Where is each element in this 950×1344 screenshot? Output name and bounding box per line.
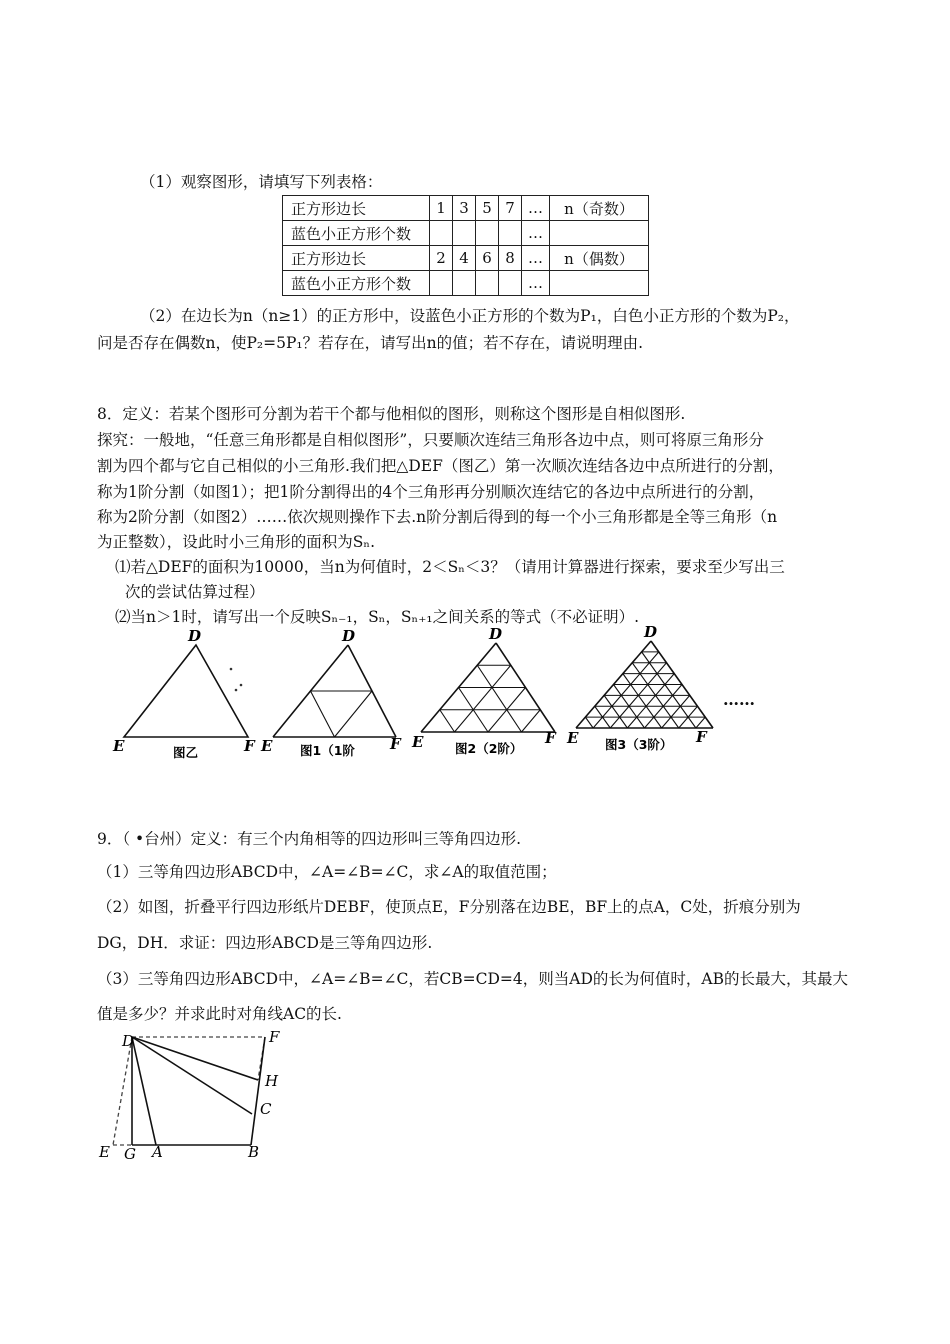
answer-cell[interactable] xyxy=(453,271,476,296)
edge-dc xyxy=(132,1037,252,1114)
subdivision-line xyxy=(311,691,335,737)
table-cell: 2 xyxy=(430,246,453,271)
figure-caption: 图2（2阶） xyxy=(455,741,523,756)
subdivision-line xyxy=(440,710,455,732)
figure-order-3 xyxy=(565,625,725,765)
vertex-f-label: F xyxy=(545,729,556,747)
table-cell: 5 xyxy=(476,196,499,221)
point-b-label: B xyxy=(248,1143,260,1161)
point-e-label: E xyxy=(99,1143,110,1161)
table-cell: 3 xyxy=(453,196,476,221)
vertex-d-label: D xyxy=(342,627,356,645)
table-cell: … xyxy=(522,221,550,246)
answer-cell[interactable] xyxy=(430,271,453,296)
table-cell: 4 xyxy=(453,246,476,271)
point-h-label: H xyxy=(265,1072,279,1090)
table-cell: 8 xyxy=(499,246,522,271)
table-cell: 蓝色小正方形个数 xyxy=(283,271,430,296)
subdivision-line xyxy=(477,665,521,732)
point-d-label: D xyxy=(122,1032,135,1050)
triangle-def xyxy=(124,645,248,737)
table-cell: 7 xyxy=(499,196,522,221)
edge-de xyxy=(113,1037,132,1145)
q8-text-line: 称为2阶分割（如图2）……依次规则操作下去.n阶分割后得到的每一个小三角形都是全等三角形（n xyxy=(97,508,778,526)
table-row xyxy=(283,246,649,271)
table-cell: n（奇数） xyxy=(550,196,649,221)
q8-sub1-line2: 次的尝试估算过程） xyxy=(125,583,265,601)
figure-folded-parallelogram xyxy=(95,1030,305,1165)
q8-sub1-line1: ⑴若△DEF的面积为10000，当n为何值时，2＜Sₙ＜3？（请用计算器进行探索，要求至少写出三 xyxy=(115,558,785,576)
q9-part1: （1）三等角四边形ABCD中，∠A=∠B=∠C，求∠A的取值范围； xyxy=(97,863,557,881)
figure-caption: 图3（3阶） xyxy=(605,737,673,752)
answer-cell[interactable] xyxy=(499,221,522,246)
speck-dot xyxy=(240,684,243,687)
q7-part2-line2: 问是否存在偶数n，使P₂=5P₁？若存在，请写出n的值；若不存在，请说明理由. xyxy=(97,334,644,352)
table-cell: 1 xyxy=(430,196,453,221)
fill-in-table xyxy=(282,195,649,296)
q7-part1: （1）观察图形，请填写下列表格： xyxy=(140,173,383,191)
q8-text-line: 称为1阶分割（如图1）；把1阶分割得出的4个三角形再分别顺次连结它的各边中点所进行的分割， xyxy=(97,483,765,501)
answer-cell[interactable] xyxy=(430,221,453,246)
fold-dh xyxy=(132,1037,258,1080)
subdivision-line xyxy=(455,665,511,732)
subdivision-line xyxy=(585,717,593,728)
table-cell: 6 xyxy=(476,246,499,271)
q8-sub2: ⑵当n＞1时，请写出一个反映Sₙ₋₁，Sₙ，Sₙ₊₁之间关系的等式（不必证明）. xyxy=(115,608,640,626)
vertex-d-label: D xyxy=(489,625,503,643)
edge-da xyxy=(132,1037,156,1145)
point-f-label: F xyxy=(269,1028,280,1046)
vertex-f-label: F xyxy=(244,737,255,755)
table-row xyxy=(283,271,649,296)
vertex-d-label: D xyxy=(644,623,658,641)
q8-definition: 8．定义：若某个图形可分割为若干个都与他相似的图形，则称这个图形是自相似图形. xyxy=(97,405,686,423)
q8-text-line: 为正整数），设此时小三角形的面积为Sₙ. xyxy=(97,533,376,551)
answer-cell[interactable] xyxy=(476,271,499,296)
answer-cell[interactable] xyxy=(499,271,522,296)
table-cell: 蓝色小正方形个数 xyxy=(283,221,430,246)
q9-part2-line2: DG，DH．求证：四边形ABCD是三等角四边形. xyxy=(97,934,433,952)
table-cell: … xyxy=(522,196,550,221)
figure-original-triangle xyxy=(110,625,270,765)
figure-order-2 xyxy=(410,625,570,765)
vertex-f-label: F xyxy=(696,728,707,746)
table-cell: … xyxy=(522,271,550,296)
q9-part2-line1: （2）如图，折叠平行四边形纸片DEBF，使顶点E，F分别落在边BE，BF上的点A，C处，折痕分别为 xyxy=(97,898,801,916)
vertex-e-label: E xyxy=(567,729,579,747)
answer-cell[interactable] xyxy=(550,221,649,246)
subdivision-line xyxy=(696,717,705,728)
answer-cell[interactable] xyxy=(550,271,649,296)
answer-cell[interactable] xyxy=(453,221,476,246)
speck-dot xyxy=(235,689,238,692)
q9-part3-line2: 值是多少？并求此时对角线AC的长. xyxy=(97,1005,342,1023)
subdivision-line xyxy=(522,710,541,732)
point-a-label: A xyxy=(152,1143,163,1161)
table-cell: … xyxy=(522,246,550,271)
subdivision-lines xyxy=(421,643,555,732)
q9-definition: 9．（ •台州）定义：有三个内角相等的四边形叫三等角四边形. xyxy=(97,830,522,848)
table-cell: 正方形边长 xyxy=(283,196,430,221)
table-cell: 正方形边长 xyxy=(283,246,430,271)
figure-ellipsis: …… xyxy=(723,690,755,709)
table-cell: n（偶数） xyxy=(550,246,649,271)
vertex-f-label: F xyxy=(390,735,401,753)
subdivision-lines xyxy=(576,641,713,728)
figure-caption: 图1（1阶 xyxy=(300,743,355,758)
point-c-label: C xyxy=(260,1100,272,1118)
table-row xyxy=(283,196,649,221)
q9-part3-line1: （3）三等角四边形ABCD中，∠A=∠B=∠C，若CB=CD=4，则当AD的长为何值时，AB的长最大，其最大 xyxy=(97,970,848,988)
edge-fb xyxy=(251,1037,265,1145)
figure-caption: 图乙 xyxy=(173,745,199,760)
point-g-label: G xyxy=(124,1145,136,1163)
subdivision-lines xyxy=(273,645,396,737)
q8-text-line: 割为四个都与它自己相似的小三角形.我们把△DEF（图乙）第一次顺次连结各边中点所进行的分割， xyxy=(97,457,784,475)
figure-order-1 xyxy=(260,625,420,765)
table-row xyxy=(283,221,649,246)
vertex-e-label: E xyxy=(113,737,125,755)
vertex-e-label: E xyxy=(261,737,273,755)
vertex-d-label: D xyxy=(188,627,202,645)
q7-part2-line1: （2）在边长为n（n≥1）的正方形中，设蓝色小正方形的个数为P₁，白色小正方形的个数为P₂， xyxy=(140,307,800,325)
subdivision-line xyxy=(623,674,662,728)
subdivision-line xyxy=(335,691,373,737)
answer-cell[interactable] xyxy=(476,221,499,246)
speck-dot xyxy=(230,668,233,671)
vertex-e-label: E xyxy=(412,733,424,751)
q8-text-line: 探究：一般地，“任意三角形都是自相似图形”，只要顺次连结三角形各边中点，则可将原三角形分 xyxy=(97,431,764,449)
